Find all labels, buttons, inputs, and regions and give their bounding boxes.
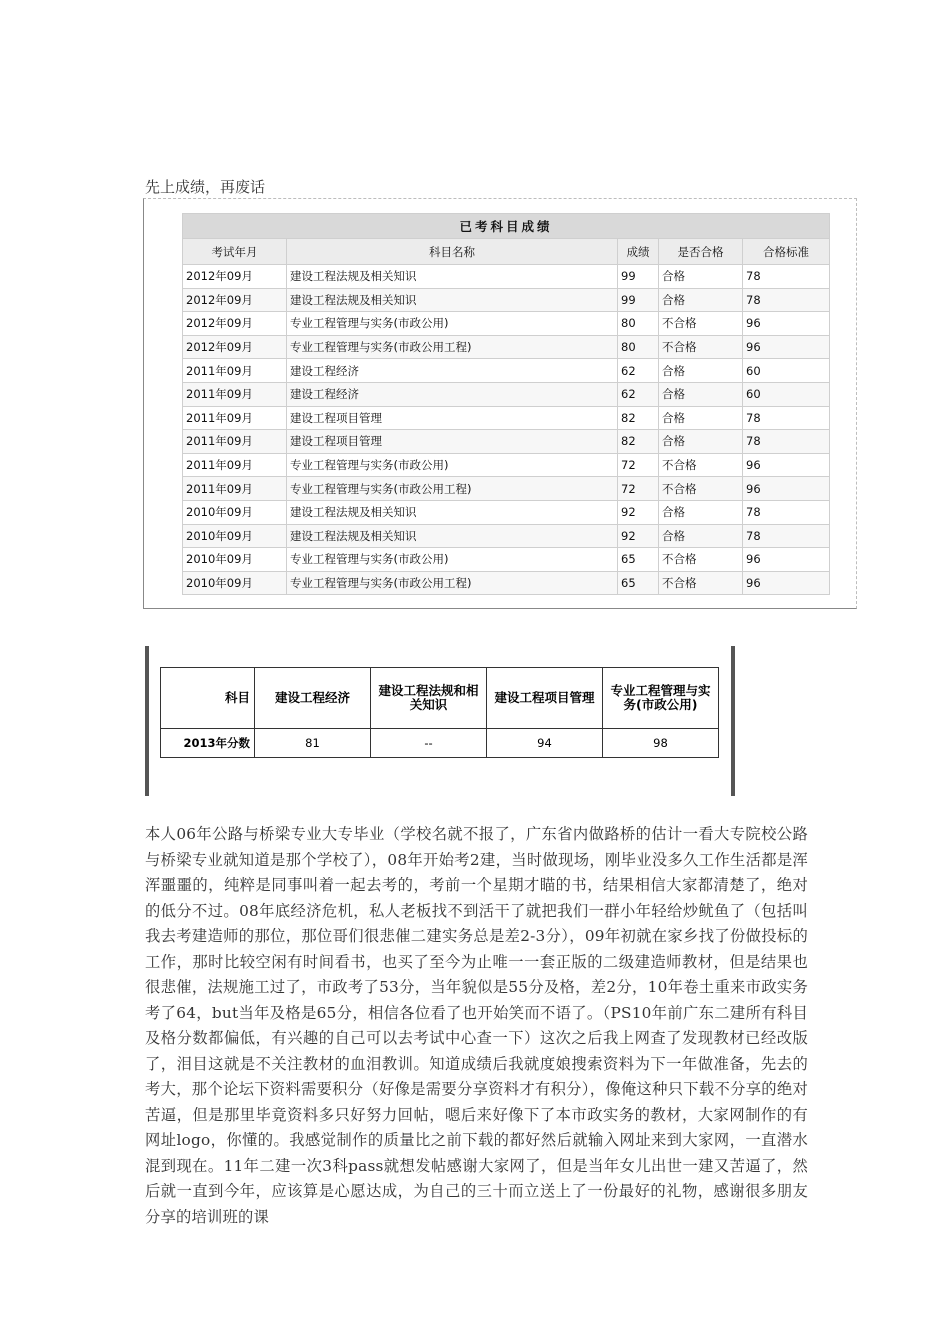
table-cell: 96 bbox=[743, 548, 830, 572]
table-row bbox=[183, 359, 830, 383]
table-cell: 92 bbox=[618, 500, 659, 524]
table-cell: 2011年09月 bbox=[183, 430, 287, 454]
table-cell: 2011年09月 bbox=[183, 477, 287, 501]
table-cell: 78 bbox=[743, 406, 830, 430]
story-paragraph: 本人06年公路与桥梁专业大专毕业（学校名就不报了，广东省内做路桥的估计一看大专院校公路与桥梁专业就知道是那个学校了），08年开始考2建，当时做现场，刚毕业没多久工作生活都是浑浑噩噩的，纯粹是同事叫着一起去考的，考前一个星期才瞄的书，结果相信大家都清楚了，绝对的低分不过。08年底经济危机，私人老板找不到活干了就把我们一群小年轻给炒鱿鱼了（包括叫我去考建造师的那位，那位哥们很悲催二建实务总是差2-3分），09年初就在家乡找了份做投标的工作，那时比较空闲有时间看书，也买了至今为止唯一一套正版的二级建造师教材，但是结果也很悲催，法规施工过了，市政考了53分，当年貌似是55分及格，差2分，10年卷土重来市政实务考了64，but当年及格是65分，相信各位看了也开始笑而不语了。（PS10年前广东二建所有科目及格分数都偏低，有兴趣的自己可以去考试中心查一下）这次之后我上网查了发现教材已经改版了，泪目这就是不关注教材的血泪教训。知道成绩后我就度娘搜索资料为下一年做准备，先去的考大，那个论坛下资料需要积分（好像是需要分享资料才有积分），像俺这种只下载不分享的绝对苦逼，但是那里毕竟资料多只好努力回帖，嗯后来好像下了本市政实务的教材，大家网制作的有网址logo，你懂的。我感觉制作的质量比之前下载的都好然后就输入网址来到大家网，一直潜水混到现在。11年二建一次3科pass就想发帖感谢大家网了，但是当年女儿出世一建又苦逼了，然后就一直到今年，应该算是心愿达成，为自己的三十而立送上了一份最好的礼物，感谢很多朋友分享的培训班的课 bbox=[145, 825, 808, 1226]
table-cell: 82 bbox=[618, 430, 659, 454]
table-cell: 78 bbox=[743, 500, 830, 524]
table-cell: 建设工程经济 bbox=[287, 382, 618, 406]
table-cell: 2010年09月 bbox=[183, 524, 287, 548]
table-row bbox=[183, 571, 830, 595]
table-cell: 96 bbox=[743, 312, 830, 336]
table-cell: 建设工程项目管理 bbox=[287, 430, 618, 454]
table-cell: 80 bbox=[618, 335, 659, 359]
table-cell: 合格 bbox=[659, 406, 743, 430]
scores-2013-screenshot bbox=[145, 646, 735, 796]
table-cell: 不合格 bbox=[659, 571, 743, 595]
table-cell: 96 bbox=[743, 453, 830, 477]
table-cell: 不合格 bbox=[659, 312, 743, 336]
table-cell: 60 bbox=[743, 359, 830, 383]
table-cell: 96 bbox=[743, 335, 830, 359]
table-cell: 2012年09月 bbox=[183, 312, 287, 336]
table-cell: 2012年09月 bbox=[183, 265, 287, 289]
table-cell: 60 bbox=[743, 382, 830, 406]
table-cell: 2012年09月 bbox=[183, 335, 287, 359]
table-cell: 不合格 bbox=[659, 548, 743, 572]
table-cell: 2011年09月 bbox=[183, 382, 287, 406]
table-cell: 2011年09月 bbox=[183, 453, 287, 477]
table-cell: 专业工程管理与实务(市政公用) bbox=[287, 312, 618, 336]
scores-2013-table bbox=[160, 667, 719, 758]
score-cell: 98 bbox=[603, 729, 719, 758]
table-cell: 96 bbox=[743, 477, 830, 501]
table-row bbox=[183, 548, 830, 572]
table-cell: 不合格 bbox=[659, 335, 743, 359]
column-header: 合格标准 bbox=[743, 239, 830, 265]
table-cell: 80 bbox=[618, 312, 659, 336]
table-cell: 建设工程经济 bbox=[287, 359, 618, 383]
table-cell: 96 bbox=[743, 571, 830, 595]
table-cell: 99 bbox=[618, 288, 659, 312]
left-border-bar bbox=[145, 646, 149, 796]
table-row bbox=[183, 288, 830, 312]
subject-header: 建设工程经济 bbox=[255, 668, 371, 729]
table-cell: 82 bbox=[618, 406, 659, 430]
table-cell: 2011年09月 bbox=[183, 406, 287, 430]
table-row bbox=[183, 524, 830, 548]
intro-text: 先上成绩，再废话 bbox=[145, 178, 266, 196]
table-cell: 78 bbox=[743, 430, 830, 454]
table-cell: 72 bbox=[618, 453, 659, 477]
table-row bbox=[183, 453, 830, 477]
table-cell: 建设工程项目管理 bbox=[287, 406, 618, 430]
table-cell: 建设工程法规及相关知识 bbox=[287, 288, 618, 312]
table-cell: 78 bbox=[743, 524, 830, 548]
table-cell: 合格 bbox=[659, 359, 743, 383]
score-row-label: 2013年分数 bbox=[161, 729, 255, 758]
table-row bbox=[183, 406, 830, 430]
table-cell: 建设工程法规及相关知识 bbox=[287, 524, 618, 548]
table-cell: 62 bbox=[618, 382, 659, 406]
table-cell: 合格 bbox=[659, 382, 743, 406]
table-cell: 72 bbox=[618, 477, 659, 501]
table-cell: 建设工程法规及相关知识 bbox=[287, 500, 618, 524]
score-cell: -- bbox=[371, 729, 487, 758]
table-cell: 专业工程管理与实务(市政公用工程) bbox=[287, 571, 618, 595]
table-row bbox=[183, 335, 830, 359]
table-cell: 65 bbox=[618, 548, 659, 572]
table-row bbox=[183, 382, 830, 406]
table-cell: 合格 bbox=[659, 430, 743, 454]
table-cell: 合格 bbox=[659, 500, 743, 524]
right-border-bar bbox=[731, 646, 735, 796]
scores-screenshot bbox=[143, 198, 857, 609]
table-cell: 2010年09月 bbox=[183, 571, 287, 595]
column-header: 成绩 bbox=[618, 239, 659, 265]
table-cell: 专业工程管理与实务(市政公用工程) bbox=[287, 335, 618, 359]
subject-header: 专业工程管理与实务(市政公用) bbox=[603, 668, 719, 729]
table-cell: 合格 bbox=[659, 524, 743, 548]
table-cell: 专业工程管理与实务(市政公用工程) bbox=[287, 477, 618, 501]
table-cell: 2010年09月 bbox=[183, 548, 287, 572]
table-cell: 合格 bbox=[659, 265, 743, 289]
column-header: 考试年月 bbox=[183, 239, 287, 265]
table-cell: 建设工程法规及相关知识 bbox=[287, 265, 618, 289]
table-cell: 专业工程管理与实务(市政公用) bbox=[287, 548, 618, 572]
table-row bbox=[183, 500, 830, 524]
table-cell: 65 bbox=[618, 571, 659, 595]
subject-header: 建设工程项目管理 bbox=[487, 668, 603, 729]
table-cell: 专业工程管理与实务(市政公用) bbox=[287, 453, 618, 477]
table-caption: 已考科目成绩 bbox=[183, 214, 830, 239]
score-cell: 94 bbox=[487, 729, 603, 758]
subject-label: 科目 bbox=[161, 668, 255, 729]
table-cell: 92 bbox=[618, 524, 659, 548]
table-cell: 78 bbox=[743, 265, 830, 289]
table-cell: 78 bbox=[743, 288, 830, 312]
score-cell: 81 bbox=[255, 729, 371, 758]
subject-header: 建设工程法规和相关知识 bbox=[371, 668, 487, 729]
column-header: 科目名称 bbox=[287, 239, 618, 265]
table-row bbox=[183, 265, 830, 289]
scores-table bbox=[182, 213, 830, 595]
table-cell: 2011年09月 bbox=[183, 359, 287, 383]
table-cell: 不合格 bbox=[659, 477, 743, 501]
table-cell: 不合格 bbox=[659, 453, 743, 477]
table-cell: 合格 bbox=[659, 288, 743, 312]
table-row bbox=[183, 430, 830, 454]
column-header: 是否合格 bbox=[659, 239, 743, 265]
table-cell: 99 bbox=[618, 265, 659, 289]
table-cell: 62 bbox=[618, 359, 659, 383]
table-cell: 2012年09月 bbox=[183, 288, 287, 312]
table-row bbox=[183, 477, 830, 501]
table-row bbox=[183, 312, 830, 336]
table-cell: 2010年09月 bbox=[183, 500, 287, 524]
